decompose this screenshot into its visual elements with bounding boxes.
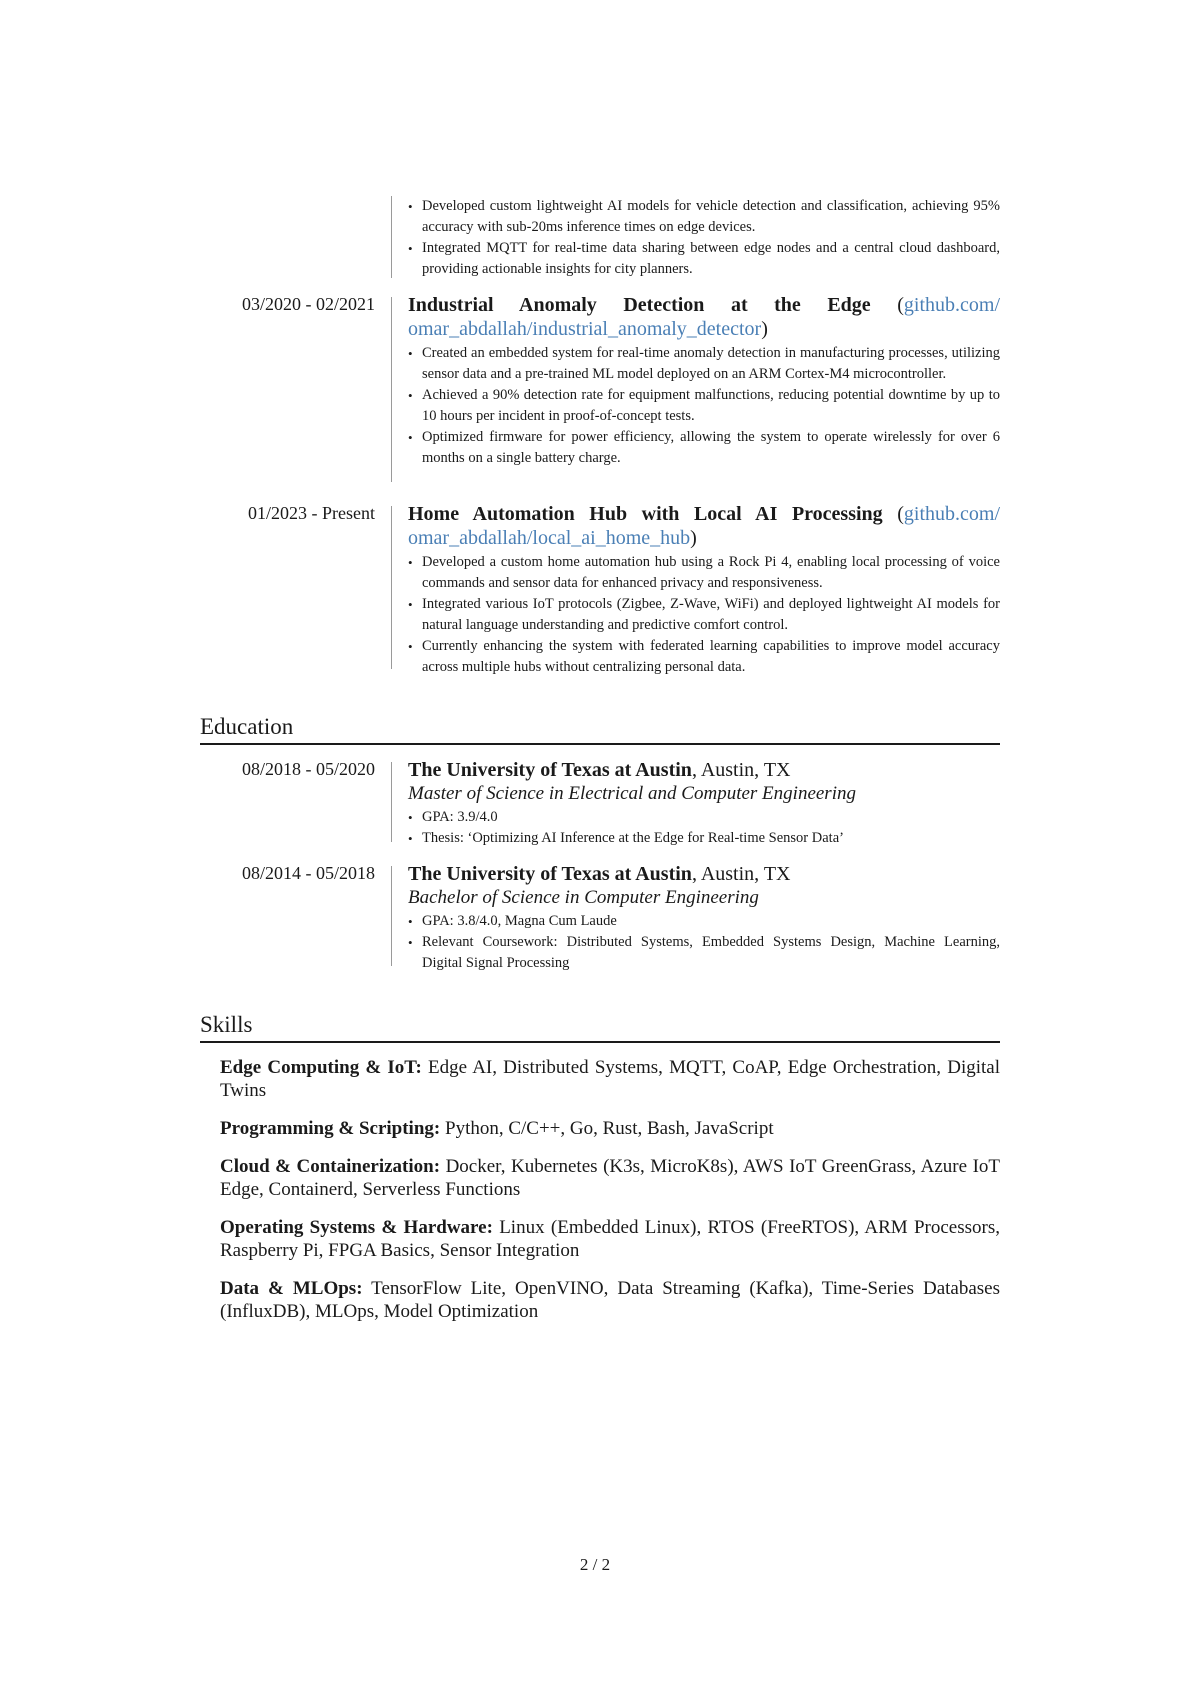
project-link[interactable]: github.com/ omar_abdallah/local_ai_home_hub [408,503,1000,549]
bullet-item: • Created an embedded system for real-time anomaly detection in manufacturing processes, utilizing sensor data and a pre-trained ML model deployed on an ARM Cortex-M4 microcontroller. [408,343,1000,385]
entry-divider [391,196,392,278]
skill-row [220,1056,1000,1102]
skill-value: Python, C/C++, Go, Rust, Bash, JavaScript [440,1118,774,1139]
bullet-list [408,807,1000,849]
project-title: Home Automation Hub with Local AI Processing (github.com/ omar_abdallah/local_ai_home_hub) [408,503,1000,549]
skill-value: Docker, Kubernetes (K3s, MicroK8s), AWS IoT GreenGrass, Azure IoT Edge, Containerd, Serverless Functions [220,1156,1001,1200]
entry-date: 08/2018 - 05/2020 [242,759,375,779]
skill-label: Cloud & Containerization: [220,1156,441,1177]
school-line [408,862,1000,886]
section-heading-education: Education [200,713,1000,745]
entry-date: 08/2014 - 05/2018 [242,863,375,883]
bullet-list [408,196,1000,280]
project-link[interactable]: github.com/ omar_abdallah/industrial_anomaly_detector [408,294,1000,340]
entry-content [408,758,1000,849]
school-name: The University of Texas at Austin [408,759,692,781]
entry-date: 03/2020 - 02/2021 [242,294,375,314]
entry-divider [391,762,392,842]
entry-date: 01/2023 - Present [248,503,375,523]
project-title: Industrial Anomaly Detection at the Edge (github.com/ omar_abdallah/industrial_anomaly_detector) [408,294,1000,340]
degree: Master of Science in Electrical and Computer Engineering [408,783,856,804]
bullet-list [408,911,1000,974]
school-location: , Austin, TX [691,759,791,781]
skill-row [220,1277,1000,1323]
page-number: 2 / 2 [579,1555,611,1574]
skill-row [220,1117,1000,1140]
bullet-item: • Developed custom lightweight AI models for vehicle detection and classification, achieving 95% accuracy with sub-20ms inference times on edge devices. [408,196,1000,238]
entry-divider [391,866,392,966]
skill-row [220,1216,1000,1262]
skill-value: Edge AI, Distributed Systems, MQTT, CoAP, Edge Orchestration, Digital Twins [220,1057,1000,1101]
skill-label: Operating Systems & Hardware: [220,1217,493,1238]
entry-divider [391,297,392,482]
bullet-item: • Integrated MQTT for real-time data sharing between edge nodes and a central cloud dashboard, providing actionable insights for city planners. [408,238,1000,280]
entry-content [408,293,1000,469]
bullet-item: • Currently enhancing the system with federated learning capabilities to improve model accuracy across multiple hubs without centralizing personal data. [408,636,1000,678]
skill-label: Programming & Scripting: [220,1118,441,1139]
bullet-item: • GPA: 3.8/4.0, Magna Cum Laude [408,911,1000,932]
bullet-list [408,552,1000,678]
entry-divider [391,506,392,669]
entry-content [408,196,1000,280]
bullet-item: • Optimized firmware for power efficiency, allowing the system to operate wirelessly for over 6 months on a single battery charge. [408,427,1000,469]
bullet-item: • Thesis: ‘Optimizing AI Inference at the Edge for Real-time Sensor Data’ [408,828,1000,849]
bullet-item: • Relevant Coursework: Distributed Systems, Embedded Systems Design, Machine Learning, Digital Signal Processing [408,932,1000,974]
entry-content [408,862,1000,974]
skill-label: Edge Computing & IoT: [220,1057,422,1078]
skill-value: TensorFlow Lite, OpenVINO, Data Streaming (Kafka), Time-Series Databases (InfluxDB), MLOps, Model Optimization [220,1278,1000,1322]
bullet-item: • Developed a custom home automation hub using a Rock Pi 4, enabling local processing of voice commands and sensor data for enhanced privacy and responsiveness. [408,552,1000,594]
degree: Bachelor of Science in Computer Engineering [408,887,759,908]
section-heading-skills: Skills [200,1011,1000,1043]
skill-value: Linux (Embedded Linux), RTOS (FreeRTOS), ARM Processors, Raspberry Pi, FPGA Basics, Sensor Integration [220,1217,1000,1261]
project-name: Home Automation Hub with Local AI Processing [408,503,883,525]
project-name: Industrial Anomaly Detection at the Edge [408,294,871,316]
school-location: , Austin, TX [691,863,791,885]
school-name: The University of Texas at Austin [408,863,692,885]
skill-label: Data & MLOps: [220,1278,363,1299]
skill-row [220,1155,1000,1201]
bullet-item: • Integrated various IoT protocols (Zigbee, Z-Wave, WiFi) and deployed lightweight AI models for natural language understanding and predictive comfort control. [408,594,1000,636]
school-line [408,758,1000,782]
skills-list [220,1056,1000,1338]
bullet-item: • GPA: 3.9/4.0 [408,807,1000,828]
bullet-item: • Achieved a 90% detection rate for equipment malfunctions, reducing potential downtime by up to 10 hours per incident in proof-of-concept tests. [408,385,1000,427]
bullet-list [408,343,1000,469]
entry-content [408,502,1000,678]
